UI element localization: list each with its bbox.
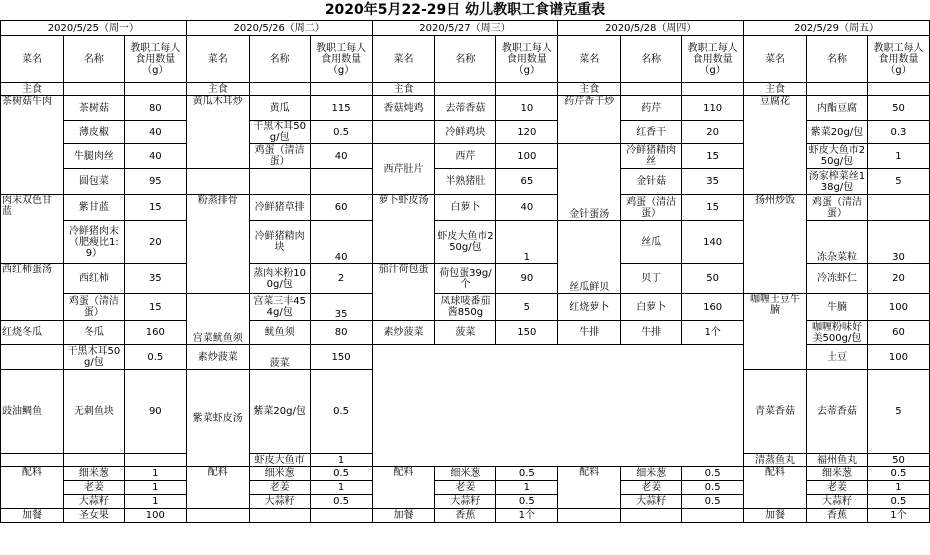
ingredient-qty: 15 bbox=[682, 144, 744, 169]
ingredient-qty: 100 bbox=[496, 144, 558, 169]
ingredient-qty: 65 bbox=[496, 169, 558, 195]
ingredient-name: 细米葱 bbox=[249, 467, 310, 481]
ingredient-name: 冬瓜 bbox=[63, 321, 124, 345]
ingredient-name: 牛腩 bbox=[807, 294, 868, 321]
ingredient-name: 鸡蛋（清洁蛋） bbox=[63, 294, 124, 321]
section-label: 加餐 bbox=[744, 509, 807, 523]
ingredient-qty: 30 bbox=[867, 221, 929, 264]
ingredient-qty: 80 bbox=[124, 96, 186, 121]
ingredient-qty: 1 bbox=[496, 221, 558, 264]
ingredient-qty: 140 bbox=[682, 221, 744, 264]
empty-cell bbox=[310, 169, 372, 195]
empty-cell bbox=[435, 83, 496, 96]
ingredient-qty: 0.5 bbox=[496, 495, 558, 509]
ingredient-qty: 15 bbox=[682, 195, 744, 221]
dish-name: 青菜香菇 bbox=[744, 370, 807, 454]
col-qty: 教职工每人食用数量（g） bbox=[682, 36, 744, 83]
ingredient-name: 西芹 bbox=[435, 144, 496, 169]
ingredient-name: 西红柿 bbox=[63, 264, 124, 294]
ingredient-qty: 1 bbox=[867, 144, 929, 169]
ingredient-qty: 40 bbox=[310, 144, 372, 169]
col-name: 名称 bbox=[63, 36, 124, 83]
ingredient-name: 圆包菜 bbox=[63, 169, 124, 195]
dish-name: 茶树菇牛肉 bbox=[1, 96, 64, 195]
ingredient-name: 老姜 bbox=[435, 481, 496, 495]
ingredient-qty: 5 bbox=[496, 294, 558, 321]
dish-name: 宫菜鱿鱼须 bbox=[186, 294, 249, 345]
empty-cell bbox=[1, 454, 64, 467]
ingredient-qty: 40 bbox=[124, 121, 186, 144]
ingredient-qty: 35 bbox=[310, 294, 372, 321]
empty-cell bbox=[558, 509, 621, 523]
ingredient-name: 冷鲜猪肉末（肥瘦比1:9） bbox=[63, 221, 124, 264]
ingredient-name: 半熟猪肚 bbox=[435, 169, 496, 195]
sheet-title: 2020年5月22-29日 幼儿教职工食谱克重表 bbox=[324, 2, 606, 18]
dish-name: 肉末双色甘蓝 bbox=[1, 195, 64, 264]
ingredient-name: 冷鲜鸡块 bbox=[435, 121, 496, 144]
ingredient-qty: 1 bbox=[124, 495, 186, 509]
empty-cell bbox=[124, 83, 186, 96]
ingredient-qty: 1 bbox=[867, 481, 929, 495]
ingredient-qty: 40 bbox=[496, 195, 558, 221]
ingredient-name: 白萝卜 bbox=[435, 195, 496, 221]
dish-name: 粉蒸排骨 bbox=[186, 195, 249, 294]
section-label: 主食 bbox=[372, 83, 435, 96]
section-label: 主食 bbox=[558, 83, 621, 96]
empty-cell bbox=[63, 83, 124, 96]
ingredient-name: 老姜 bbox=[249, 481, 310, 495]
empty-cell bbox=[372, 121, 435, 144]
dish-name: 西红柿蛋汤 bbox=[1, 264, 64, 321]
ingredient-qty: 1 bbox=[496, 481, 558, 495]
ingredient-qty: 15 bbox=[124, 294, 186, 321]
ingredient-name: 细米葱 bbox=[63, 467, 124, 481]
empty-cell bbox=[186, 509, 249, 523]
col-qty: 教职工每人食用数量（g） bbox=[124, 36, 186, 83]
ingredient-qty: 110 bbox=[682, 96, 744, 121]
ingredient-qty: 90 bbox=[124, 370, 186, 454]
dish-name: 牛排 bbox=[558, 321, 621, 345]
col-qty: 教职工每人食用数量（g） bbox=[310, 36, 372, 83]
menu-table bbox=[0, 20, 930, 523]
ingredient-qty: 15 bbox=[124, 195, 186, 221]
ingredient-name: 荷包蛋39g/个 bbox=[435, 264, 496, 294]
col-dish: 菜名 bbox=[744, 36, 807, 83]
ingredient-name: 香蕉 bbox=[807, 509, 868, 523]
menu-sheet bbox=[0, 20, 930, 523]
ingredient-qty: 0.5 bbox=[310, 495, 372, 509]
ingredient-qty: 100 bbox=[867, 345, 929, 370]
ingredient-qty: 5 bbox=[867, 169, 929, 195]
col-name: 名称 bbox=[621, 36, 682, 83]
ingredient-name: 细米葱 bbox=[807, 467, 868, 481]
ingredient-name: 冷鲜猪草排 bbox=[249, 195, 310, 221]
ingredient-qty: 0.5 bbox=[310, 121, 372, 144]
dish-name: 香菇炖鸡 bbox=[372, 96, 435, 121]
ingredient-name: 药芹 bbox=[621, 96, 682, 121]
section-label: 配料 bbox=[1, 467, 64, 509]
col-qty: 教职工每人食用数量（g） bbox=[496, 36, 558, 83]
ingredient-name: 金针菇 bbox=[621, 169, 682, 195]
ingredient-name: 黄瓜 bbox=[249, 96, 310, 121]
empty-cell bbox=[807, 83, 868, 96]
empty-cell bbox=[867, 83, 929, 96]
dish-name: 红烧冬瓜 bbox=[1, 321, 64, 345]
ingredient-qty: 0.3 bbox=[867, 121, 929, 144]
ingredient-name: 鸡蛋（清洁蛋） bbox=[249, 144, 310, 169]
section-label: 配料 bbox=[558, 467, 621, 509]
empty-cell bbox=[682, 83, 744, 96]
ingredient-qty: 0.5 bbox=[682, 495, 744, 509]
ingredient-name: 老姜 bbox=[63, 481, 124, 495]
dish-name: 豆腐花 bbox=[744, 96, 807, 195]
col-dish: 菜名 bbox=[558, 36, 621, 83]
ingredient-name: 鱿鱼须 bbox=[249, 321, 310, 345]
empty-cell bbox=[1, 345, 64, 370]
ingredient-name: 香蕉 bbox=[435, 509, 496, 523]
ingredient-name: 细米葱 bbox=[435, 467, 496, 481]
empty-cell bbox=[249, 169, 310, 195]
ingredient-qty: 60 bbox=[867, 321, 929, 345]
ingredient-qty: 0.5 bbox=[310, 467, 372, 481]
ingredient-name: 紫菜20g/包 bbox=[807, 121, 868, 144]
ingredient-name: 冷冻虾仁 bbox=[807, 264, 868, 294]
dish-name: 清蒸鱼丸 bbox=[744, 454, 807, 467]
ingredient-name: 细米葱 bbox=[621, 467, 682, 481]
ingredient-name: 菠菜 bbox=[435, 321, 496, 345]
ingredient-name: 菠菜 bbox=[249, 345, 310, 370]
section-label: 加餐 bbox=[1, 509, 64, 523]
ingredient-name: 咖喱粉味好美500g/包 bbox=[807, 321, 868, 345]
ingredient-qty: 0.5 bbox=[124, 345, 186, 370]
day-date: 202/5/29（周五） bbox=[744, 21, 930, 36]
ingredient-qty: 0.5 bbox=[682, 481, 744, 495]
empty-cell bbox=[186, 169, 249, 195]
ingredient-qty: 1 bbox=[310, 454, 372, 467]
ingredient-name: 薄皮椒 bbox=[63, 121, 124, 144]
ingredient-name: 福州鱼丸 bbox=[807, 454, 868, 467]
ingredient-name: 宫菜三丰454g/包 bbox=[249, 294, 310, 321]
col-dish: 菜名 bbox=[1, 36, 64, 83]
ingredient-name: 茶树菇 bbox=[63, 96, 124, 121]
ingredient-name: 去蒂香菇 bbox=[435, 96, 496, 121]
col-name: 名称 bbox=[249, 36, 310, 83]
ingredient-qty: 20 bbox=[867, 264, 929, 294]
ingredient-name: 去蒂香菇 bbox=[807, 370, 868, 454]
dish-name: 素炒菠菜 bbox=[372, 321, 435, 345]
empty-cell bbox=[310, 83, 372, 96]
dish-name: 金针蛋汤 bbox=[558, 144, 621, 221]
ingredient-name: 大蒜籽 bbox=[621, 495, 682, 509]
ingredient-qty: 0.5 bbox=[682, 467, 744, 481]
dish-name: 咖喱土豆牛腩 bbox=[744, 294, 807, 370]
day-date: 2020/5/27（周三） bbox=[372, 21, 558, 36]
ingredient-qty: 50 bbox=[682, 264, 744, 294]
ingredient-qty: 1 bbox=[310, 481, 372, 495]
day-date: 2020/5/26（周二） bbox=[186, 21, 372, 36]
ingredient-qty: 0.5 bbox=[867, 467, 929, 481]
ingredient-qty: 1个 bbox=[682, 321, 744, 345]
ingredient-qty: 1 bbox=[124, 481, 186, 495]
ingredient-name: 蒸肉米粉100g/包 bbox=[249, 264, 310, 294]
ingredient-qty: 80 bbox=[310, 321, 372, 345]
section-label: 配料 bbox=[372, 467, 435, 509]
ingredient-qty: 10 bbox=[496, 96, 558, 121]
empty-cell bbox=[249, 509, 310, 523]
col-qty: 教职工每人食用数量（g） bbox=[867, 36, 929, 83]
ingredient-qty: 0.5 bbox=[867, 495, 929, 509]
ingredient-qty: 115 bbox=[310, 96, 372, 121]
ingredient-qty: 90 bbox=[496, 264, 558, 294]
section-label: 配料 bbox=[186, 467, 249, 509]
ingredient-qty: 120 bbox=[496, 121, 558, 144]
ingredient-name: 老姜 bbox=[621, 481, 682, 495]
section-label: 加餐 bbox=[372, 509, 435, 523]
ingredient-name: 大蒜籽 bbox=[435, 495, 496, 509]
ingredient-name: 牛排 bbox=[621, 321, 682, 345]
col-dish: 菜名 bbox=[372, 36, 435, 83]
ingredient-name: 丝瓜 bbox=[621, 221, 682, 264]
ingredient-name: 老姜 bbox=[807, 481, 868, 495]
ingredient-qty: 2 bbox=[310, 264, 372, 294]
ingredient-qty: 50 bbox=[867, 96, 929, 121]
ingredient-name: 红香干 bbox=[621, 121, 682, 144]
ingredient-qty: 1个 bbox=[867, 509, 929, 523]
ingredient-name: 冻杂菜粒 bbox=[807, 221, 868, 264]
ingredient-name: 冷鲜猪精肉丝 bbox=[621, 144, 682, 169]
ingredient-qty: 40 bbox=[124, 144, 186, 169]
ingredient-name: 贝丁 bbox=[621, 264, 682, 294]
empty-cell bbox=[621, 509, 682, 523]
ingredient-qty: 20 bbox=[124, 221, 186, 264]
col-name: 名称 bbox=[435, 36, 496, 83]
empty-cell bbox=[310, 509, 372, 523]
empty-cell bbox=[249, 83, 310, 96]
ingredient-name: 虾皮大鱼市250g/包 bbox=[807, 144, 868, 169]
section-label: 主食 bbox=[744, 83, 807, 96]
ingredient-qty: 1 bbox=[124, 467, 186, 481]
section-label: 配料 bbox=[744, 467, 807, 509]
ingredient-qty: 0.5 bbox=[496, 467, 558, 481]
dish-name: 紫菜虾皮汤 bbox=[186, 370, 249, 467]
ingredient-name: 土豆 bbox=[807, 345, 868, 370]
ingredient-qty: 20 bbox=[682, 121, 744, 144]
ingredient-qty: 60 bbox=[310, 195, 372, 221]
ingredient-name: 虾皮大鱼市250g/包 bbox=[435, 221, 496, 264]
ingredient-name: 汤家榨菜丝138g/包 bbox=[807, 169, 868, 195]
ingredient-qty: 100 bbox=[124, 509, 186, 523]
ingredient-qty: 50 bbox=[867, 454, 929, 467]
empty-cell bbox=[63, 454, 124, 467]
ingredient-qty: 40 bbox=[310, 221, 372, 264]
ingredient-name: 无刺鱼块 bbox=[63, 370, 124, 454]
ingredient-qty: 35 bbox=[124, 264, 186, 294]
ingredient-name: 大蒜籽 bbox=[807, 495, 868, 509]
day-date: 2020/5/25（周一） bbox=[1, 21, 187, 36]
dish-name: 西芹肚片 bbox=[372, 144, 435, 195]
ingredient-qty: 95 bbox=[124, 169, 186, 195]
ingredient-qty: 0.5 bbox=[310, 370, 372, 454]
empty-cell bbox=[124, 454, 186, 467]
dish-name: 扬州炒饭 bbox=[744, 195, 807, 294]
dish-name: 茄汁荷包蛋 bbox=[372, 264, 435, 321]
dish-name: 丝瓜鲜贝 bbox=[558, 221, 621, 294]
ingredient-name: 大蒜籽 bbox=[249, 495, 310, 509]
ingredient-qty: 150 bbox=[310, 345, 372, 370]
ingredient-name: 大蒜籽 bbox=[63, 495, 124, 509]
dish-name: 黄瓜木耳炒 bbox=[186, 96, 249, 169]
ingredient-name: 凤球唛番茄酱850g bbox=[435, 294, 496, 321]
ingredient-name: 内酯豆腐 bbox=[807, 96, 868, 121]
ingredient-qty: 1个 bbox=[496, 509, 558, 523]
day-date: 2020/5/28（周四） bbox=[558, 21, 744, 36]
ingredient-qty: 5 bbox=[867, 370, 929, 454]
ingredient-name: 紫甘蓝 bbox=[63, 195, 124, 221]
dish-name: 红烧萝卜 bbox=[558, 294, 621, 321]
ingredient-name: 鸡蛋（清洁蛋） bbox=[621, 195, 682, 221]
ingredient-qty: 160 bbox=[124, 321, 186, 345]
ingredient-name: 干黑木耳50g/包 bbox=[249, 121, 310, 144]
ingredient-qty: 160 bbox=[682, 294, 744, 321]
dish-name: 萝卜虾皮汤 bbox=[372, 195, 435, 264]
ingredient-qty: 100 bbox=[867, 294, 929, 321]
ingredient-name: 白萝卜 bbox=[621, 294, 682, 321]
dish-name: 药芹香干炒 bbox=[558, 96, 621, 144]
ingredient-qty bbox=[867, 195, 929, 221]
section-label: 主食 bbox=[1, 83, 64, 96]
ingredient-name: 鸡蛋（清洁蛋） bbox=[807, 195, 868, 221]
ingredient-qty: 150 bbox=[496, 321, 558, 345]
dish-name: 素炒菠菜 bbox=[186, 345, 249, 370]
section-label: 主食 bbox=[186, 83, 249, 96]
ingredient-name: 牛腿肉丝 bbox=[63, 144, 124, 169]
ingredient-name: 紫菜20g/包 bbox=[249, 370, 310, 454]
ingredient-name: 虾皮大鱼市 bbox=[249, 454, 310, 467]
dish-name: 豉油鲷鱼 bbox=[1, 370, 64, 454]
ingredient-name: 干黑木耳50g/包 bbox=[63, 345, 124, 370]
empty-cell bbox=[621, 83, 682, 96]
col-name: 名称 bbox=[807, 36, 868, 83]
empty-cell bbox=[372, 345, 744, 467]
empty-cell bbox=[496, 83, 558, 96]
ingredient-name: 冷鲜猪精肉块 bbox=[249, 221, 310, 264]
ingredient-qty: 35 bbox=[682, 169, 744, 195]
col-dish: 菜名 bbox=[186, 36, 249, 83]
empty-cell bbox=[682, 509, 744, 523]
ingredient-name: 圣女果 bbox=[63, 509, 124, 523]
